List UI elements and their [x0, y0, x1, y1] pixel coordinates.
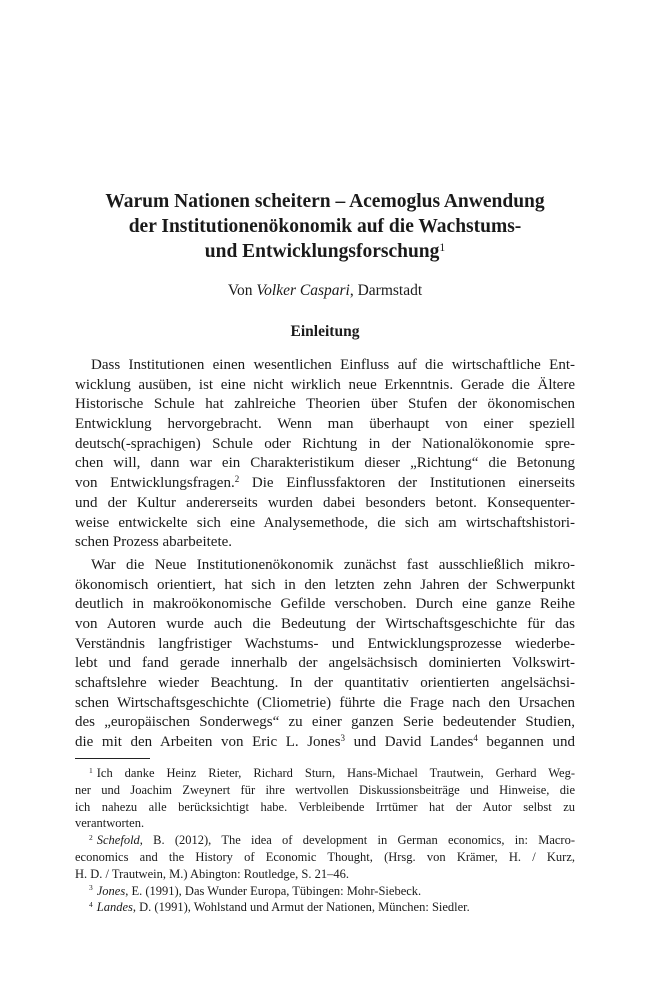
- footnote-2-author: Schefold: [96, 833, 140, 848]
- title-line-3-text: und Entwicklungsforschung: [204, 241, 440, 262]
- footnote-3-author: Jones: [96, 883, 126, 898]
- p2-line: ökonomisch orientiert, hat sich in den letzten zehn Jahren der Schwerpunkt: [75, 576, 575, 593]
- p1-line: wicklung ausüben, ist eine nicht wirklich neue Erkenntnis. Gerade die Ältere: [75, 376, 575, 393]
- p2-line: von Autoren wurde auch die Bedeutung der Wirtschaftsgeschichte für das: [75, 615, 575, 632]
- footnote-separator: [75, 758, 150, 759]
- p2-line-10-part-b: und David Landes: [345, 734, 474, 751]
- footnote-ref-2[interactable]: 2: [234, 474, 240, 485]
- p1-line: Entwicklung hervorgebracht. Wenn man überhaupt von einer speziell: [75, 416, 575, 433]
- article-title: [60, 189, 590, 266]
- paragraph-2: [75, 556, 575, 753]
- footnote-2-line: H. D. / Trautwein, M.) Abington: Routledge, S. 21–46.: [75, 866, 349, 881]
- footnote-1-text: Ich danke Heinz Rieter, Richard Sturn, Hans-Michael Trautwein, Gerhard Weg-: [96, 766, 575, 780]
- footnote-3-text: , E. (1991), Das Wunder Europa, Tübingen: Mohr-Siebeck.: [125, 883, 422, 898]
- p2-line: schaftslehre wieder Beachtung. In der quantitativ orientierten angelsächsi-: [75, 675, 575, 691]
- footnote-2-line: economics and the History of Economic Thought, (Hrsg. von Krämer, H. / Kurz,: [75, 849, 575, 864]
- footnote-4-line: [75, 899, 575, 916]
- author-affiliation: , Darmstadt: [349, 282, 423, 299]
- author-prefix: Von: [227, 282, 253, 299]
- p1-line: schen Prozess abarbeitete.: [75, 534, 233, 551]
- p2-line: Verständnis langfristiger Wachstums- und Entwicklungsprozesse wiederbe-: [75, 635, 575, 652]
- footnote-ref-3[interactable]: 3: [340, 733, 346, 744]
- title-footnote-mark[interactable]: 1: [439, 240, 446, 254]
- author-line: [60, 281, 590, 301]
- footnotes: [75, 765, 575, 916]
- footnote-3: [75, 883, 575, 900]
- footnote-1-line: ner und Joachim Zweynert für ihre wertvollen Diskussionsbeiträge und Hinweise, die: [75, 782, 575, 797]
- p1-line-7-part-b: Die Einflussfaktoren der Institutionen einerseits: [239, 475, 575, 492]
- footnote-1-line: [75, 765, 575, 782]
- paragraph-1: [75, 356, 575, 553]
- p2-line: War die Neue Institutionenökonomik zunächst fast ausschließlich mikro-: [91, 556, 575, 573]
- footnote-ref-4[interactable]: 4: [473, 733, 478, 744]
- footnote-3-line: [75, 883, 575, 900]
- p1-line: weise entwickelte sich eine Analysemethode, die sich am wirtschaftshistori-: [75, 514, 575, 531]
- footnote-2-number: 2: [89, 833, 93, 843]
- p1-line: [75, 474, 575, 494]
- p2-line: des „europäischen Sonderwegs“ zu einer ganzen Serie bedeutender Studien,: [75, 714, 575, 731]
- p1-line-7-part-a: von Entwicklungsfragen.: [75, 475, 235, 492]
- p1-line: chen will, dann war ein Charakteristikum dieser „Richtung“ die Betonung: [75, 455, 575, 472]
- footnote-1-line: verantworten.: [75, 816, 145, 831]
- p2-line-10-part-c: begannen und: [477, 734, 575, 751]
- section-heading: Einleitung: [290, 323, 360, 340]
- footnote-2-line: [75, 832, 575, 849]
- title-line-1: Warum Nationen scheitern – Acemoglus Anwendung: [105, 191, 545, 212]
- body-text: [75, 356, 575, 753]
- footnote-1-line: ich nahezu alle berücksichtigt habe. Verbleibende Irrtümer hat der Autor selbst zu: [75, 799, 575, 814]
- footnote-4-number: 4: [89, 900, 93, 910]
- footnote-4-text: , D. (1991), Wohlstand und Armut der Nationen, München: Siedler.: [132, 900, 470, 915]
- footnote-2-text: , B. (2012), The idea of development in German economics, in: Macro-: [139, 833, 575, 848]
- p1-line: Dass Institutionen einen wesentlichen Einfluss auf die wirtschaftliche Ent-: [91, 357, 575, 373]
- footnote-2: [75, 832, 575, 882]
- p2-line: [75, 733, 575, 753]
- p2-line: deutlich in makroökonomische Gefilde verschoben. Durch eine ganze Reihe: [75, 596, 575, 613]
- p2-line: lebt und fand gerade innerhalb der angelsächsisch dominierten Volkswirt-: [75, 655, 575, 672]
- footnote-4: [75, 899, 575, 916]
- p2-line: schen Wirtschaftsgeschichte (Cliometrie) führte die Frage nach den Ursachen: [75, 694, 575, 711]
- footnote-4-author: Landes: [96, 900, 133, 915]
- p1-line: Historische Schule hat zahlreiche Theorien über Stufen der ökonomischen: [75, 396, 575, 413]
- p2-line-10-part-a: die mit den Arbeiten von Eric L. Jones: [75, 734, 341, 751]
- p1-line: deutsch(-sprachigen) Schule oder Richtung in der Nationalökonomie spre-: [75, 435, 575, 452]
- title-line-3: [60, 239, 590, 266]
- footnote-3-number: 3: [89, 883, 93, 893]
- p1-line: und der Kultur andererseits wurden dabei besonders betont. Konsequenter-: [75, 494, 575, 511]
- author-name: Volker Caspari: [256, 282, 350, 299]
- footnote-1: [75, 765, 575, 832]
- title-line-2: der Institutionenökonomik auf die Wachstums-: [128, 216, 522, 237]
- footnote-1-number: 1: [89, 765, 93, 775]
